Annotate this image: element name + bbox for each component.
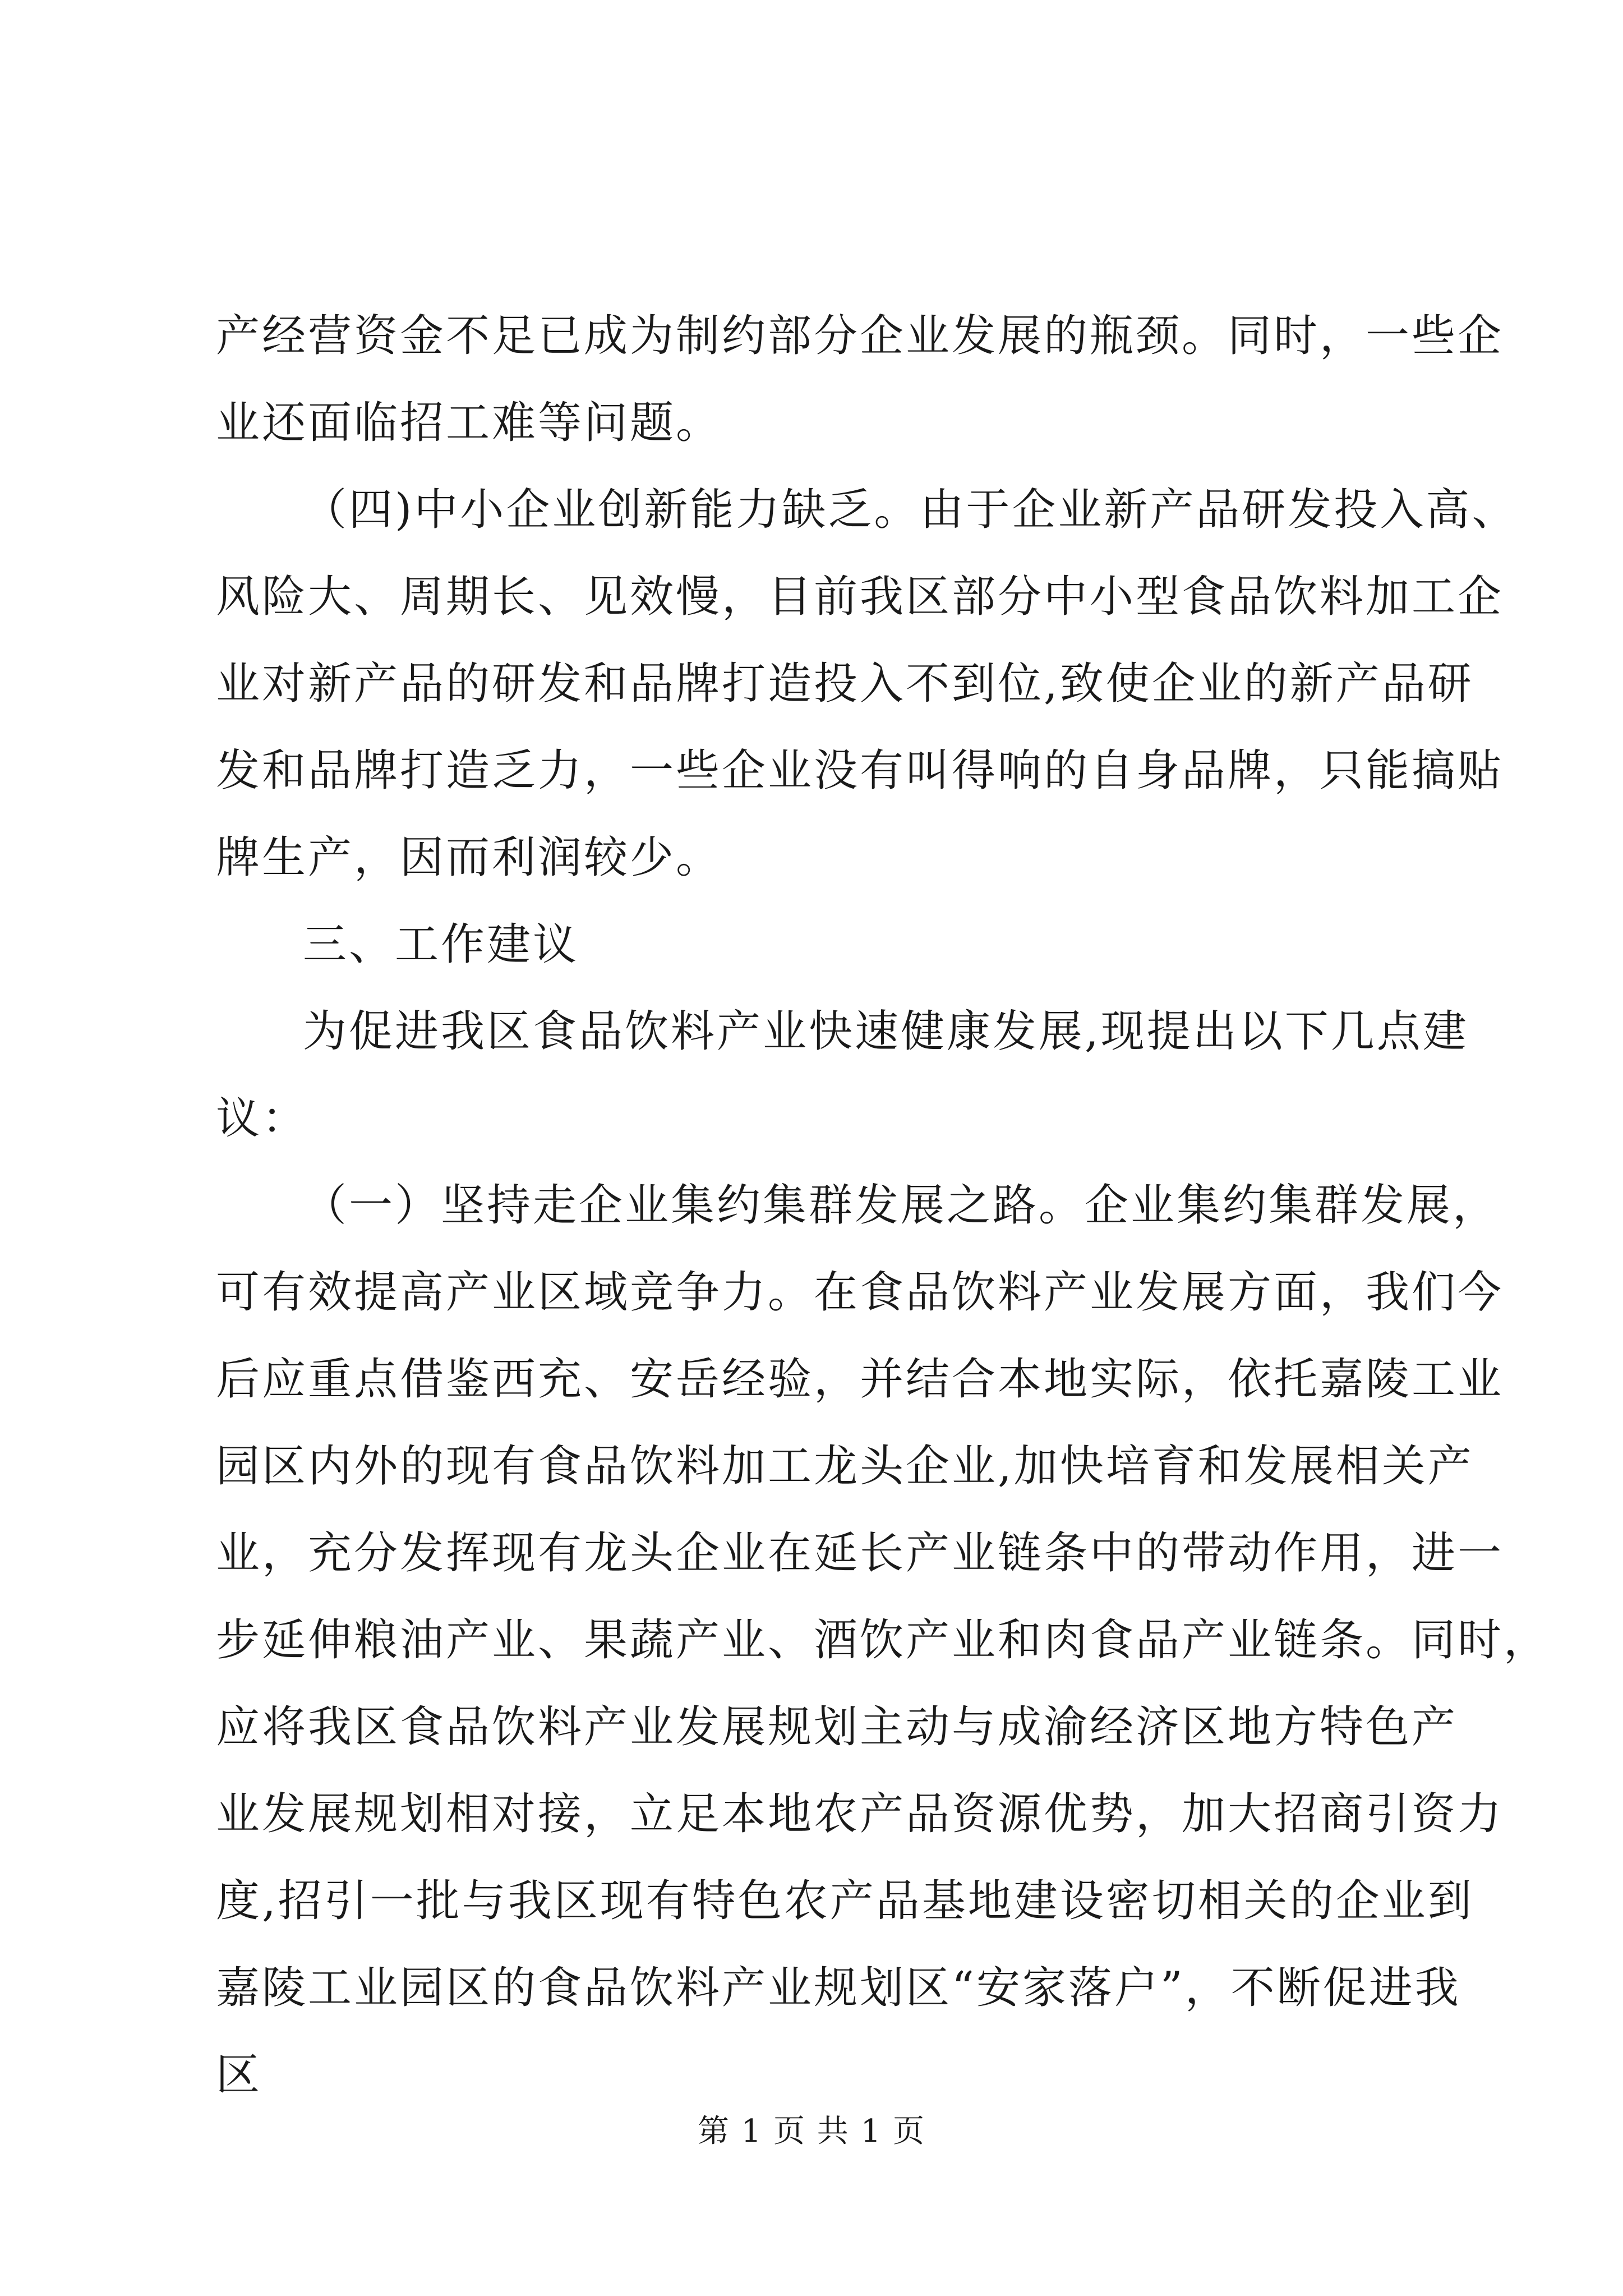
body-line: 区 bbox=[216, 2050, 262, 2100]
body-line: 牌生产，因而利润较少。 bbox=[216, 832, 722, 883]
body-line: 为促进我区食品饮料产业快速健康发展,现提出以下几点建 bbox=[303, 1006, 1469, 1057]
section-heading-1: （一）坚持走企业集约集群发展之路。企业集约集群发展， bbox=[303, 1180, 1499, 1231]
body-line: 发和品牌打造乏力，一些企业没有叫得响的自身品牌，只能搞贴 bbox=[216, 746, 1504, 796]
body-line: 嘉陵工业园区的食品饮料产业规划区“安家落户”，不断促进我 bbox=[216, 1963, 1461, 2013]
body-line: 业，充分发挥现有龙头企业在延长产业链条中的带动作用，进一 bbox=[216, 1528, 1504, 1579]
body-line: 度,招引一批与我区现有特色农产品基地建设密切相关的企业到 bbox=[216, 1876, 1474, 1926]
body-line: 业发展规划相对接，立足本地农产品资源优势，加大招商引资力 bbox=[216, 1789, 1504, 1839]
body-line: 园区内外的现有食品饮料加工龙头企业,加快培育和发展相关产 bbox=[216, 1441, 1474, 1492]
body-line: 应将我区食品饮料产业发展规划主动与成渝经济区地方特色产 bbox=[216, 1702, 1458, 1752]
body-line: 可有效提高产业区域竞争力。在食品饮料产业发展方面，我们今 bbox=[216, 1267, 1504, 1318]
body-line: 业还面临招工难等问题。 bbox=[216, 398, 722, 448]
body-line: 步延伸粮油产业、果蔬产业、酒饮产业和肉食品产业链条。同时， bbox=[216, 1615, 1550, 1665]
section-heading-4: （四)中小企业创新能力缺乏。由于企业新产品研发投入高、 bbox=[303, 485, 1518, 535]
body-line: 产经营资金不足已成为制约部分企业发展的瓶颈。同时，一些企 bbox=[216, 311, 1504, 361]
body-line: 业对新产品的研发和品牌打造投入不到位,致使企业的新产品研 bbox=[216, 659, 1474, 709]
body-line: 后应重点借鉴西充、安岳经验，并结合本地实际，依托嘉陵工业 bbox=[216, 1354, 1504, 1405]
body-line: 风险大、周期长、见效慢，目前我区部分中小型食品饮料加工企 bbox=[216, 572, 1504, 622]
body-line: 议： bbox=[216, 1093, 308, 1144]
page-footer: 第 1 页 共 1 页 bbox=[697, 2113, 926, 2150]
section-heading-3: 三、工作建议 bbox=[303, 919, 579, 970]
